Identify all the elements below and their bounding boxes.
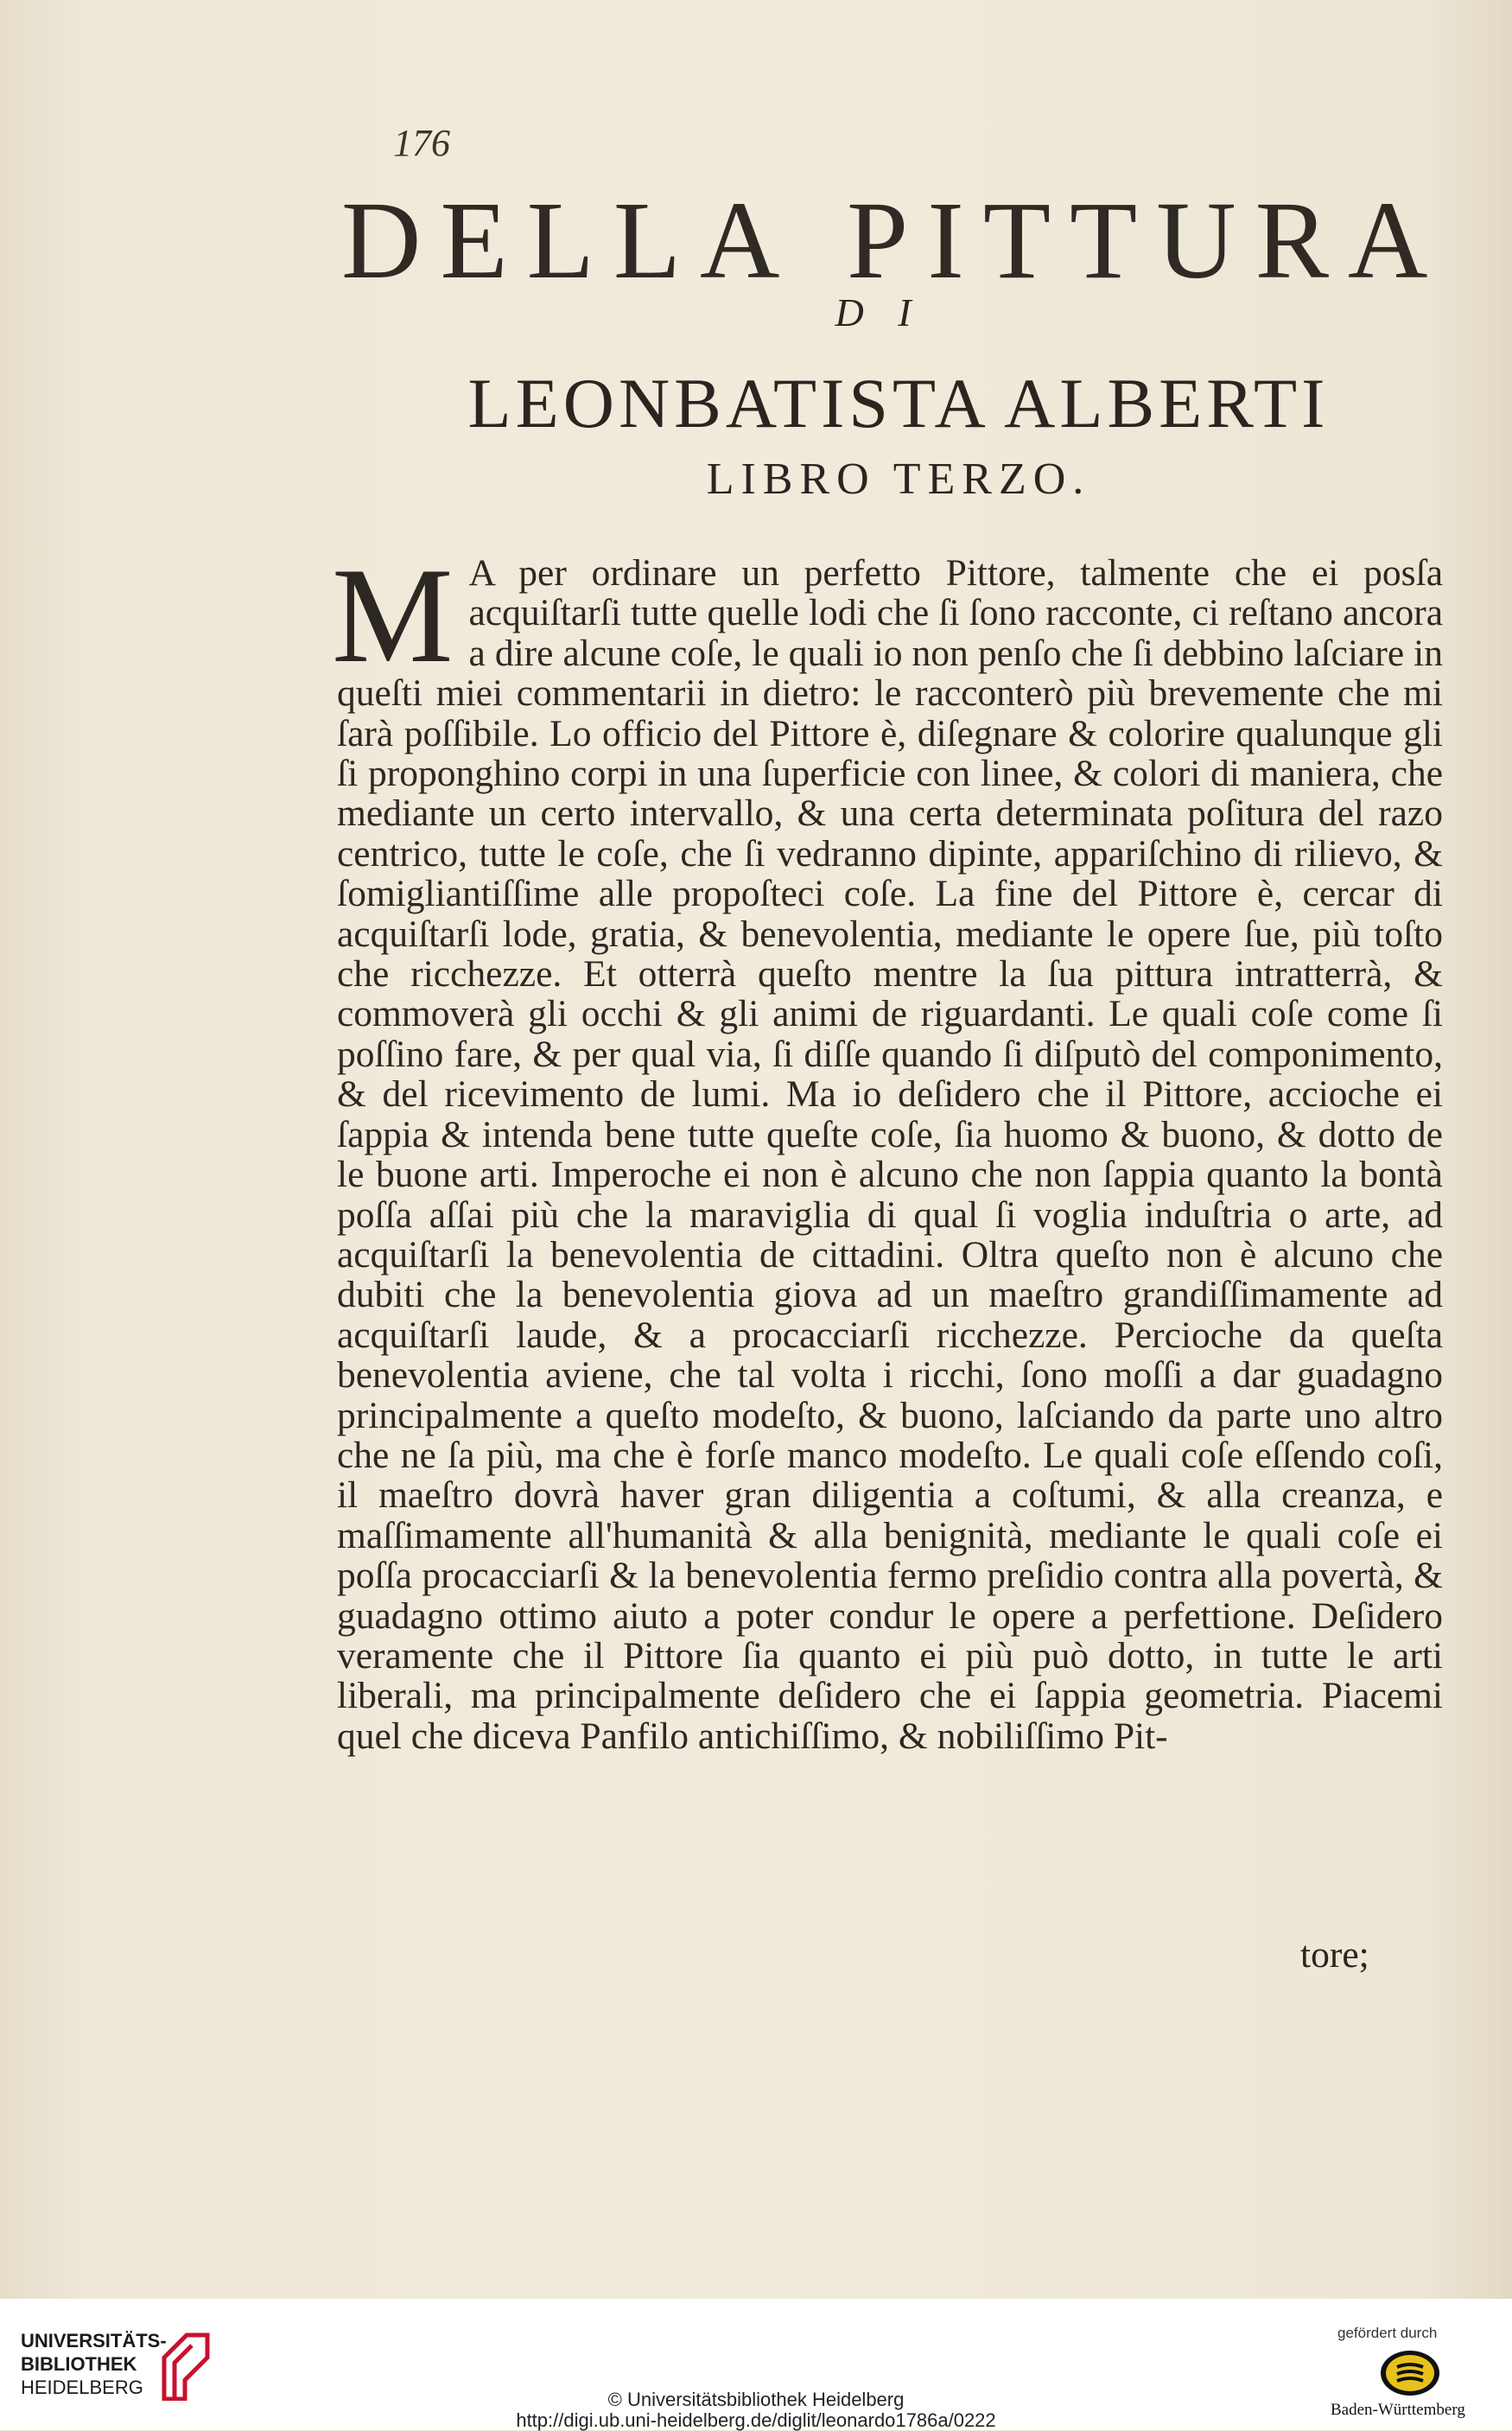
page-number: 176 xyxy=(393,122,450,164)
library-line-1: UNIVERSITÄTS- xyxy=(21,2330,167,2351)
title-word-pittura: PITTURA xyxy=(847,179,1447,302)
body-paragraph: A per ordinare un perfetto Pittore, talmente che ei posſa acquiſtarſi tutte quelle lodi che ſi ſono racconte, ci reſtano ancora a dire alcune coſe, le quali io non penſo che ſi debbino laſciare in queſti miei commentarii in dietro: le racconterò più brevemente che mi ſarà poſſibile. Lo officio del Pittore è, diſegnare & colorire qualunque gli ſi proponghino corpi in una ſuperficie con linee, & colori di maniera, che mediante un certo intervallo, & una certa determinata poſitura del razo centrico, tutte le coſe, che ſi vedranno dipinte, appariſchino di rilievo, & ſomigliantiſſime alle propoſteci coſe. La fine del Pittore è, cercar di acquiſtarſi lode, gratia, & benevolentia, mediante le opere ſue, più toſto che ricchezze. Et otterrà queſto mentre la ſua pittura intratterrà, & commoverà gli occhi & gli animi de riguardanti. Le quali coſe come ſi poſſino fare, & per qual via, ſi diſſe quando ſi diſputò del componimento, & del ricevimento de lumi. Ma io deſidero che il Pittore, accioche ei ſappia & intenda bene tutte queſte coſe, ſia huomo & buono, & dotto de le buone arti. Imperoche ei non è alcuno che non ſappia quanto la bontà poſſa aſſai più che la maraviglia di qual ſi voglia induſtria o arte, ad acquiſtarſi la benevolentia de cittadini. Oltra queſto non è alcuno che dubiti che la benevolentia giova ad un maeſtro grandiſſimamente ad acquiſtarſi laude, & a procacciarſi ricchezze. Percioche da queſta benevolentia aviene, che tal volta i ricchi, ſono moſſi a dar guadagno principalmente a queſto modeſto, & buono, laſciando da parte uno altro che ne ſa più, ma che è forſe manco modeſto. Le quali coſe eſſendo coſi, il maeſtro dovrà haver gran diligentia a coſtumi, & alla creanza, e maſſimamente all'humanità & alla benignità, mediante le quali coſe ei poſſa procacciarſi & la benevolentia fermo preſidio contra alla povertà, & guadagno ottimo aiuto a poter condur le opere a perfettione. Deſidero veramente che il Pittore ſia quanto ei più può dotto, in tutte le arti liberali, ma principalmente deſidero che ei ſappia geometria. Piacemi quel che diceva Panfilo antichiſſimo, & nobiliſſimo Pit- xyxy=(337,552,1443,1757)
funded-by-label: gefördert durch xyxy=(1337,2325,1438,2341)
baden-wuerttemberg-crest-icon xyxy=(1378,2348,1442,2398)
catchword: tore; xyxy=(1300,1934,1369,1976)
body-text xyxy=(332,540,1443,1757)
drop-cap: M xyxy=(332,540,454,691)
subtitle-di: D I xyxy=(835,290,924,334)
funder-name: Baden-Württemberg xyxy=(1331,2401,1465,2419)
library-logo-text xyxy=(21,2329,167,2399)
copyright-notice xyxy=(0,2390,1512,2431)
title-word-della: DELLA xyxy=(341,179,799,302)
library-line-2: BIBLIOTHEK xyxy=(21,2353,137,2375)
footer-bar xyxy=(0,2299,1512,2430)
copyright-text: © Universitätsbibliothek Heidelberg xyxy=(607,2389,905,2410)
book-heading: LIBRO TERZO. xyxy=(706,455,1091,504)
author-name: LEONBATISTA ALBERTI xyxy=(467,364,1330,442)
library-line-3: HEIDELBERG xyxy=(21,2377,143,2398)
permalink-url[interactable]: http://digi.ub.uni-heidelberg.de/diglit/leonardo1786a/0222 xyxy=(516,2409,996,2431)
page-title xyxy=(341,177,1464,304)
